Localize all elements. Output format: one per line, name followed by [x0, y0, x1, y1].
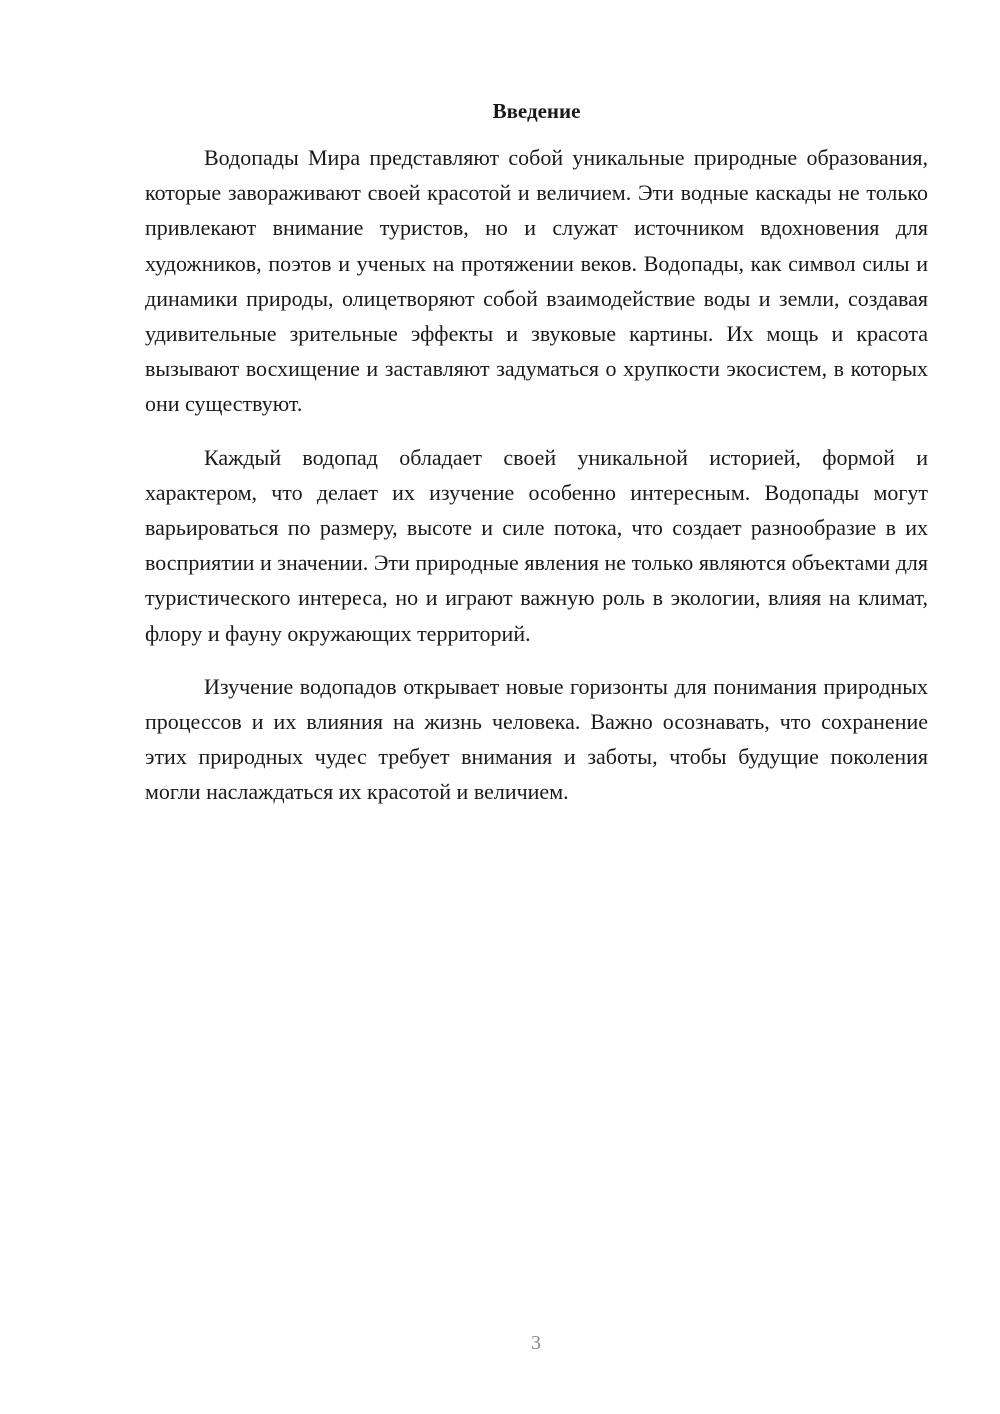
paragraph: Водопады Мира представляют собой уникальные природные образования, которые завораживают своей красотой и величием. Эти водные каскады не только привлекают внимание туристов, но и служат источником вдохновения для художников, поэтов и ученых на протяжении веков. Водопады, как символ силы и динамики природы, олицетворяют собой взаимодействие воды и земли, создавая удивительные зрительные эффекты и звуковые картины. Их мощь и красота вызывают восхищение и заставляют задуматься о хрупкости экосистем, в которых они существуют. — [145, 145, 928, 417]
section-heading: Введение — [492, 99, 581, 123]
page-number: 3 — [531, 1332, 541, 1354]
page-content — [145, 94, 928, 828]
paragraph: Изучение водопадов открывает новые горизонты для понимания природных процессов и их влияния на жизнь человека. Важно осознавать, что сохранение этих природных чудес требует внимания и заботы, чтобы будущие поколения могли наслаждаться их красотой и величием. — [145, 673, 928, 805]
paragraph: Каждый водопад обладает своей уникальной историей, формой и характером, что делает их изучение особенно интересным. Водопады могут варьироваться по размеру, высоте и силе потока, что создает разнообразие в их восприятии и значении. Эти природные явления не только являются объектами для туристического интереса, но и играют важную роль в экологии, влияя на климат, флору и фауну окружающих территорий. — [145, 444, 928, 646]
